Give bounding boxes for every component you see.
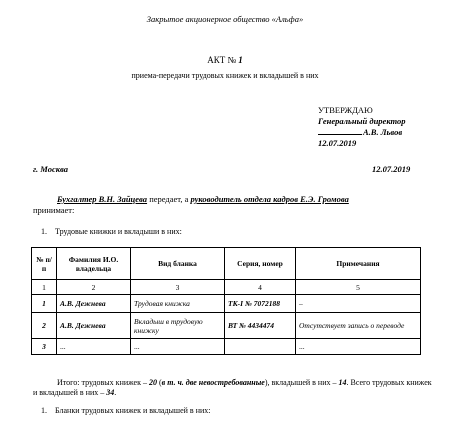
cell-number: 2 <box>32 313 57 339</box>
inserts-count: 14 <box>338 378 347 387</box>
cell-notes: Отсутствует запись о переводе <box>296 313 421 339</box>
cell-owner: А.В. Дежнева <box>57 313 131 339</box>
summary-text: ), вкладышей в них – <box>264 378 339 387</box>
receiver: руководитель отдела кадров Е.Э. Громова <box>190 194 349 204</box>
header-number: № п/п <box>32 248 57 280</box>
col-number: 5 <box>296 280 421 295</box>
summary-text: Итого: трудовых книжек – <box>57 378 149 387</box>
signature-underline <box>318 126 362 135</box>
approval-label: УТВЕРЖДАЮ <box>318 105 373 115</box>
table-row <box>32 295 421 313</box>
passes-text: передает, а <box>147 194 191 204</box>
summary-text: ( <box>157 378 162 387</box>
act-title <box>0 55 450 66</box>
books-table <box>31 247 421 355</box>
approval-block <box>318 105 406 148</box>
list-text: Бланки трудовых книжек и вкладышей в них: <box>55 406 211 415</box>
cell-series: ТК-I № 7072188 <box>225 295 296 313</box>
cell-form-type: Трудовая книжка <box>131 295 225 313</box>
header-series: Серия, номер <box>225 248 296 280</box>
header-notes: Примечания <box>296 248 421 280</box>
organization-name: Закрытое акционерное общество «Альфа» <box>146 14 304 24</box>
list-item-blanks <box>41 406 210 416</box>
approval-position: Генеральный директор <box>318 115 406 126</box>
act-number: 1 <box>238 55 243 65</box>
approval-signature: А.В. Львов <box>363 127 403 137</box>
unclaimed-note: в т. ч. две невостребованные <box>161 378 265 387</box>
cell-form-type: Вкладыш в трудовую книжку <box>131 313 225 339</box>
cell-form-type: ... <box>131 339 225 355</box>
intro-paragraph <box>33 194 433 216</box>
books-count: 20 <box>149 378 157 387</box>
cell-number: 3 <box>32 339 57 355</box>
accepts-text: принимает: <box>33 205 75 215</box>
cell-number: 1 <box>32 295 57 313</box>
act-date: 12.07.2019 <box>372 164 411 174</box>
act-subtitle: приема-передачи трудовых книжек и вкладышей в них <box>131 71 319 80</box>
table-row <box>32 313 421 339</box>
approval-signature-line <box>318 126 406 138</box>
city: г. Москва <box>33 164 69 174</box>
summary-text: . Всего трудовых книжек и вкладышей в них – <box>33 378 432 397</box>
cell-owner: А.В. Дежнева <box>57 295 131 313</box>
cell-notes: – <box>296 295 421 313</box>
summary-paragraph <box>33 378 433 398</box>
act-title-prefix: АКТ № <box>207 55 239 65</box>
col-number: 4 <box>225 280 296 295</box>
summary-text: . <box>114 388 117 397</box>
list-number: 1. <box>41 406 47 415</box>
table-row <box>32 339 421 355</box>
sender: Бухгалтер В.Н. Зайцева <box>57 194 148 204</box>
cell-series <box>225 339 296 355</box>
col-number: 2 <box>57 280 131 295</box>
table-header-row <box>32 248 421 280</box>
cell-owner: ... <box>57 339 131 355</box>
approval-date: 12.07.2019 <box>318 137 357 148</box>
header-form-type: Вид бланка <box>131 248 225 280</box>
cell-notes: ... <box>296 339 421 355</box>
list-item-books <box>41 227 182 237</box>
list-number: 1. <box>41 227 47 236</box>
col-number: 3 <box>131 280 225 295</box>
total-count: 34 <box>106 388 115 397</box>
table-column-numbers-row <box>32 280 421 295</box>
header-owner: Фамилия И.О. владельца <box>57 248 131 280</box>
cell-series: ВТ № 4434474 <box>225 313 296 339</box>
col-number: 1 <box>32 280 57 295</box>
list-text: Трудовые книжки и вкладыши в них: <box>55 227 182 236</box>
